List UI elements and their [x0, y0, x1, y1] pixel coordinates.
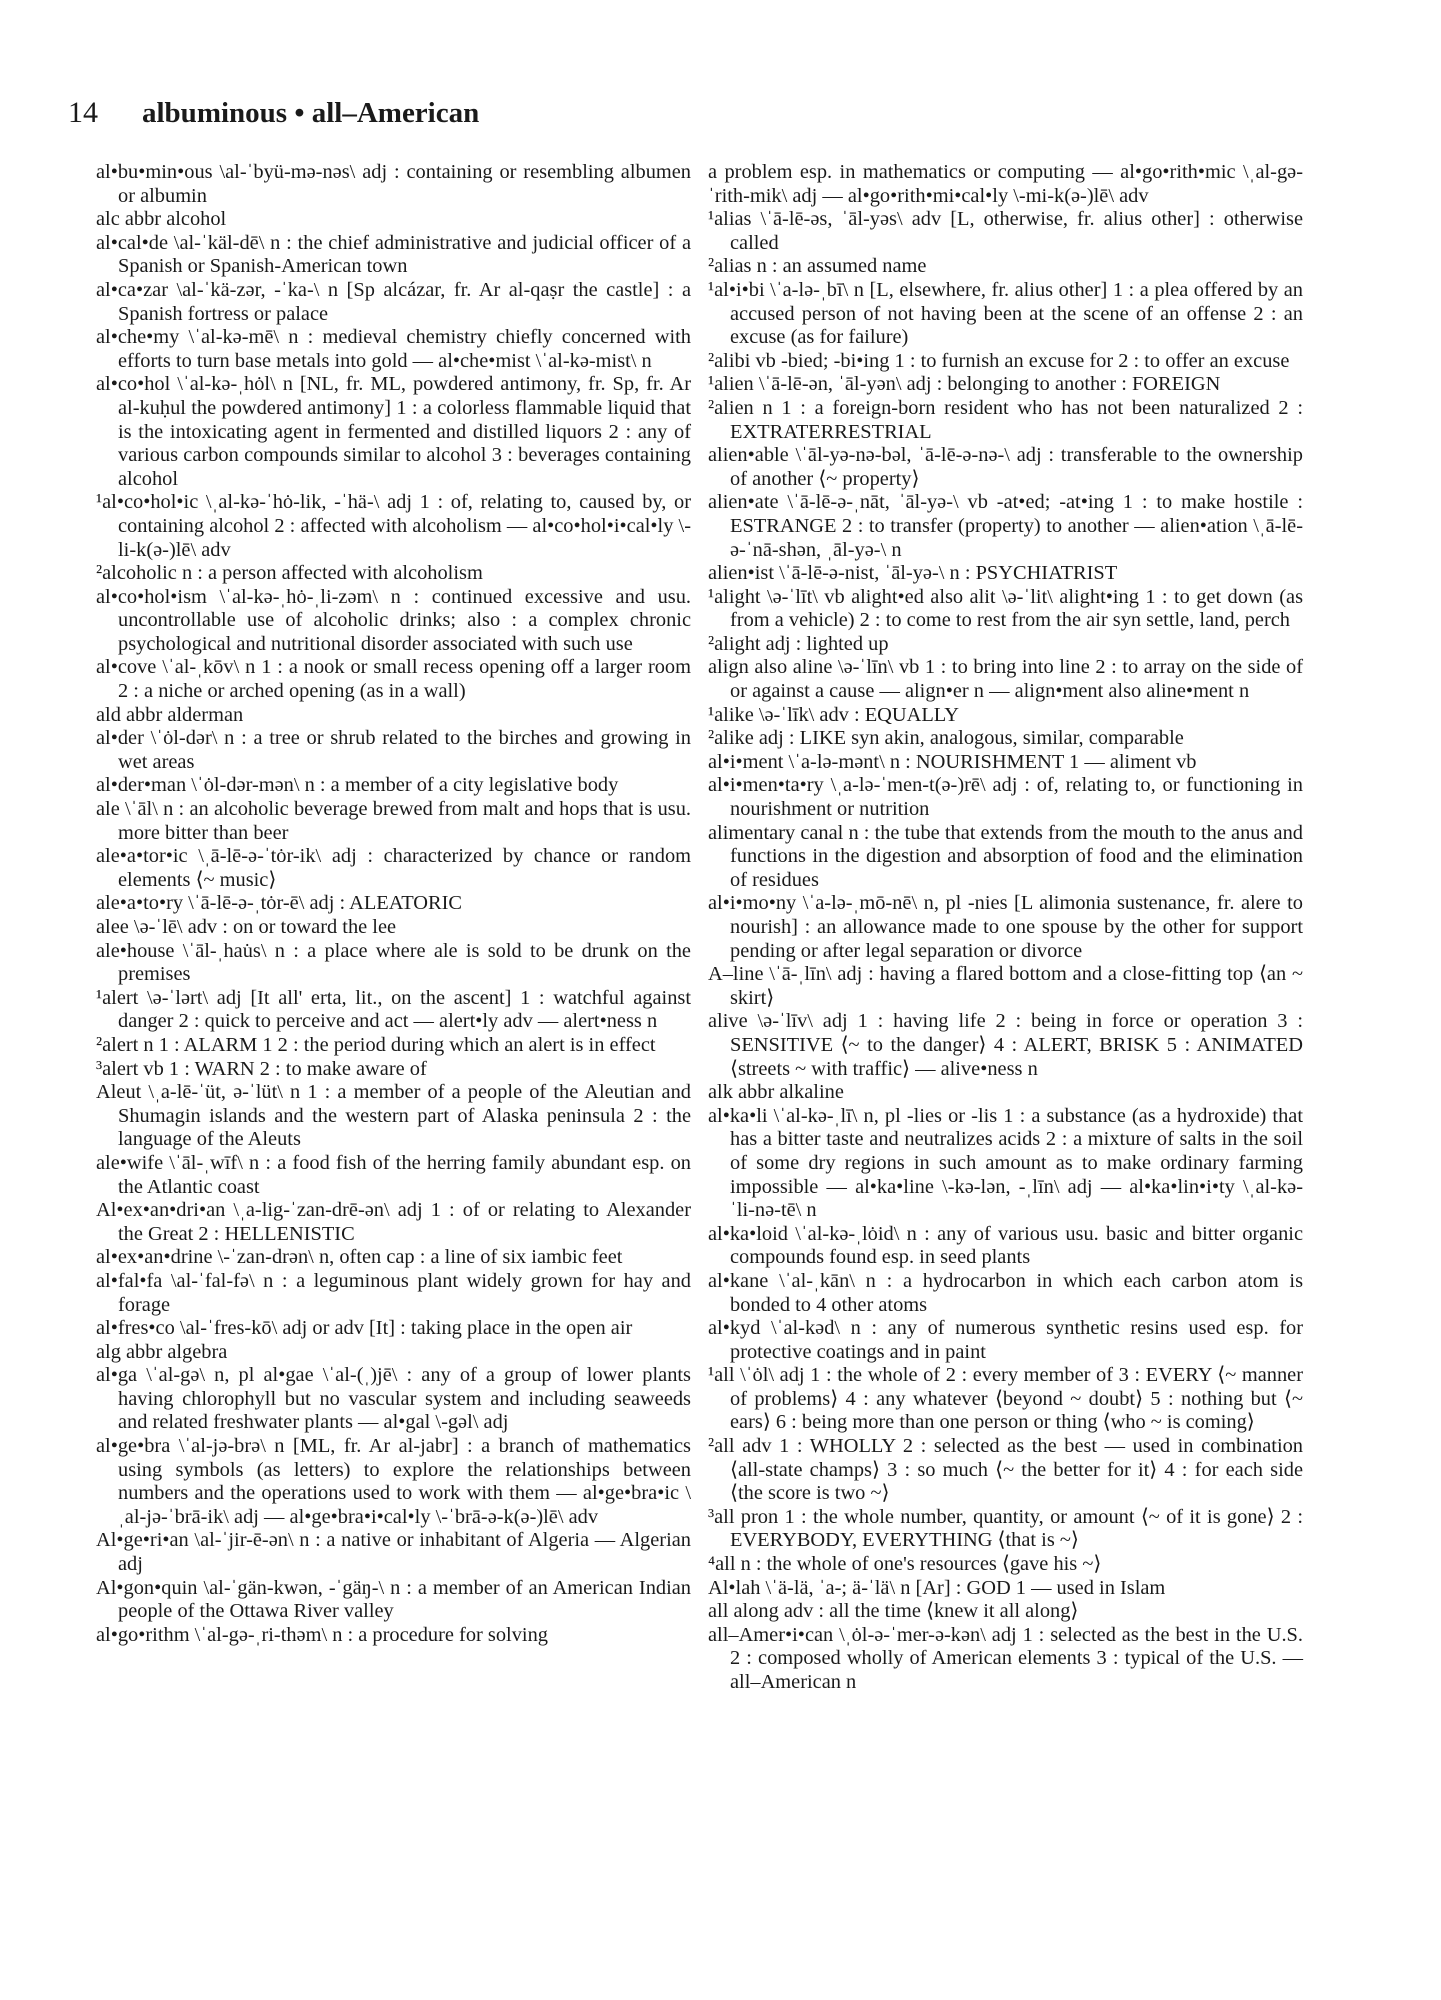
dictionary-entry: ¹al•i•bi \ˈa-lə-ˌbī\ n [L, elsewhere, fr. alius other] 1 : a plea offered by an accused person of not having been at the scene of an offense 2 : an excuse (as for failure): [708, 278, 1303, 349]
dictionary-entry: alee \ə-ˈlē\ adv : on or toward the lee: [96, 916, 397, 938]
dictionary-entry: Al•ex•an•dri•an \ˌa-lig-ˈzan-drē-ən\ adj 1 : of or relating to Alexander the Great 2 : HELLENISTIC: [96, 1199, 691, 1245]
dictionary-entry: ²all adv 1 : WHOLLY 2 : selected as the best — used in combination ⟨all-state champs⟩ 3 : so much ⟨~ the better for it⟩ 4 : for each side ⟨the score is two ~⟩: [708, 1435, 1303, 1505]
dictionary-entry: Al•lah \ˈä-lä, ˈa-; ä-ˈlä\ n [Ar] : GOD 1 — used in Islam: [708, 1576, 1166, 1599]
dictionary-entry: alk abbr alkaline: [708, 1081, 844, 1104]
dictionary-entry: al•ga \ˈal-gə\ n, pl al•gae \ˈal-(ˌ)jē\ : any of a group of lower plants having chlorophyll but no vascular system and including seaweeds and related freshwater plants — al•gal \-gəl\ adj: [96, 1364, 691, 1434]
dictionary-entry: ²alibi vb -bied; -bi•ing 1 : to furnish an excuse for 2 : to offer an excuse: [708, 349, 1290, 372]
dictionary-entry: al•cal•de \al-ˈkäl-dē\ n : the chief administrative and judicial officer of a Spanish or Spanish-American town: [96, 231, 691, 278]
dictionary-entry: ale•a•to•ry \ˈā-lē-ə-ˌtȯr-ē\ adj : ALEATORIC: [96, 892, 463, 915]
dictionary-entry: al•go•rithm \ˈal-gə-ˌri-thəm\ n : a procedure for solving: [96, 1623, 548, 1646]
dictionary-entry: A–line \ˈā-ˌlīn\ adj : having a flared bottom and a close-fitting top ⟨an ~ skirt⟩: [708, 963, 1303, 1009]
dictionary-entry: alien•ate \ˈā-lē-ə-ˌnāt, ˈāl-yə-\ vb -at•ed; -at•ing 1 : to make hostile : ESTRANGE 2 : to transfer (property) to another — alien•ation \ˌā-lē-ə-ˈnā-shən, ˌāl-yə-\ n: [708, 491, 1303, 561]
dictionary-entry: ²alight adj : lighted up: [708, 632, 889, 655]
dictionary-entry: ²alien n 1 : a foreign-born resident who has not been naturalized 2 : EXTRATERRESTRIAL: [708, 396, 1303, 443]
dictionary-entry: ²alias n : an assumed name: [708, 255, 927, 278]
dictionary-entry: Al•ge•ri•an \al-ˈjir-ē-ən\ n : a native or inhabitant of Algeria — Algerian adj: [96, 1529, 691, 1576]
dictionary-entry: al•kane \ˈal-ˌkān\ n : a hydrocarbon in which each carbon atom is bonded to 4 other atoms: [708, 1269, 1303, 1316]
dictionary-entry: ¹alias \ˈā-lē-əs, ˈāl-yəs\ adv [L, otherwise, fr. alius other] : otherwise called: [708, 208, 1303, 254]
dictionary-entry: Aleut \ˌa-lē-ˈüt, ə-ˈlüt\ n 1 : a member of a people of the Aleutian and Shumagin islands and the western part of Alaska peninsula 2 : the language of the Aleuts: [96, 1081, 691, 1151]
left-column: [96, 161, 691, 1647]
page-number: 14: [68, 96, 98, 129]
dictionary-entry: al•der•man \ˈȯl-dər-mən\ n : a member of a city legislative body: [96, 774, 619, 797]
dictionary-entry: ¹alert \ə-ˈlərt\ adj [It all' erta, lit., on the ascent] 1 : watchful against danger 2 : quick to perceive and act — alert•ly adv — alert•ness n: [96, 986, 691, 1033]
dictionary-entry: al•ka•loid \ˈal-kə-ˌlȯid\ n : any of various usu. basic and bitter organic compounds found esp. in seed plants: [708, 1222, 1303, 1269]
dictionary-entry: alien•ist \ˈā-lē-ə-nist, ˈāl-yə-\ n : PSYCHIATRIST: [708, 562, 1118, 585]
dictionary-entry: al•cove \ˈal-ˌkōv\ n 1 : a nook or small recess opening off a larger room 2 : a niche or arched opening (as in a wall): [96, 656, 691, 703]
dictionary-entry: al•ex•an•drine \-ˈzan-drən\ n, often cap : a line of six iambic feet: [96, 1246, 623, 1269]
dictionary-entry: al•ca•zar \al-ˈkä-zər, -ˈka-\ n [Sp alcázar, fr. Ar al-qaṣr the castle] : a Spanish fortress or palace: [96, 278, 691, 325]
dictionary-entry: ²alcoholic n : a person affected with alcoholism: [96, 562, 483, 585]
dictionary-entry: ¹all \ˈȯl\ adj 1 : the whole of 2 : every member of 3 : EVERY ⟨~ manner of problems⟩ 4 : any whatever ⟨beyond ~ doubt⟩ 5 : nothing but ⟨~ ears⟩ 6 : being more than one person or thing ⟨who ~ is coming⟩: [708, 1364, 1303, 1434]
dictionary-entry: alien•able \ˈāl-yə-nə-bəl, ˈā-lē-ə-nə-\ adj : transferable to the ownership of another ⟨~ property⟩: [708, 444, 1303, 490]
dictionary-entry: al•der \ˈȯl-dər\ n : a tree or shrub related to the birches and growing in wet areas: [96, 727, 691, 773]
dictionary-entry: alc abbr alcohol: [96, 208, 227, 231]
dictionary-entry: ³all pron 1 : the whole number, quantity, or amount ⟨~ of it is gone⟩ 2 : EVERYBODY, EVERYTHING ⟨that is ~⟩: [708, 1505, 1303, 1552]
dictionary-entry: ³alert vb 1 : WARN 2 : to make aware of: [96, 1057, 427, 1080]
dictionary-entry: a problem esp. in mathematics or computing — al•go•rith•mic \ˌal-gə-ˈrith-mik\ adj — al•go•rith•mi•cal•ly \-mi-k(ə-)lē\ adv: [708, 161, 1303, 207]
dictionary-entry: ⁴all n : the whole of one's resources ⟨gave his ~⟩: [708, 1553, 1102, 1576]
dictionary-entry: all–Amer•i•can \ˌȯl-ə-ˈmer-ə-kən\ adj 1 : selected as the best in the U.S. 2 : composed wholly of American elements 3 : typical of the U.S. — all–American n: [708, 1623, 1303, 1693]
page-header: [68, 96, 479, 140]
dictionary-entry: al•i•ment \ˈa-lə-mənt\ n : NOURISHMENT 1 — aliment vb: [708, 750, 1197, 773]
dictionary-entry: al•fal•fa \al-ˈfal-fə\ n : a leguminous plant widely grown for hay and forage: [96, 1269, 691, 1316]
dictionary-entry: ald abbr alderman: [96, 703, 244, 726]
dictionary-entry: ¹alight \ə-ˈlīt\ vb alight•ed also alit \ə-ˈlit\ alight•ing 1 : to get down (as from a vehicle) 2 : to come to rest from the air syn settle, land, perch: [708, 585, 1303, 632]
right-column: [708, 161, 1303, 1695]
dictionary-entry: ale \ˈāl\ n : an alcoholic beverage brewed from malt and hops that is usu. more bitter than beer: [96, 798, 691, 844]
dictionary-entry: al•bu•min•ous \al-ˈbyü-mə-nəs\ adj : containing or resembling albumen or albumin: [96, 161, 691, 207]
dictionary-entry: al•co•hol \ˈal-kə-ˌhȯl\ n [NL, fr. ML, powdered antimony, fr. Sp, fr. Ar al-kuḥul the powdered antimony] 1 : a colorless flammable liquid that is the intoxicating agent in fermented and distilled liquors 2 : any of various carbon compounds similar to alcohol 3 : beverages containing alcohol: [96, 373, 691, 490]
guide-words: albuminous • all–American: [142, 97, 480, 129]
dictionary-entry: ²alike adj : LIKE syn akin, analogous, similar, comparable: [708, 727, 1184, 750]
dictionary-entry: al•i•mo•ny \ˈa-lə-ˌmō-nē\ n, pl -nies [L alimonia sustenance, fr. alere to nourish] : an allowance made to one spouse by the other for support pending or after legal separation or divorce: [708, 892, 1303, 962]
dictionary-entry: ¹al•co•hol•ic \ˌal-kə-ˈhȯ-lik, -ˈhä-\ adj 1 : of, relating to, caused by, or containing alcohol 2 : affected with alcoholism — al•co•hol•i•cal•ly \-li-k(ə-)lē\ adv: [96, 491, 691, 561]
dictionary-entry: al•kyd \ˈal-kəd\ n : any of numerous synthetic resins used esp. for protective coatings and in paint: [708, 1317, 1303, 1363]
dictionary-entry: align also aline \ə-ˈlīn\ vb 1 : to bring into line 2 : to array on the side of or against a cause — align•er n — align•ment also aline•ment n: [708, 656, 1303, 703]
dictionary-entry: al•ka•li \ˈal-kə-ˌlī\ n, pl -lies or -lis 1 : a substance (as a hydroxide) that has a bitter taste and neutralizes acids 2 : a mixture of salts in the soil of some dry regions in such amount as to make ordinary farming impossible — al•ka•line \-kə-lən, -ˌlīn\ adj — al•ka•lin•i•ty \ˌal-kə-ˈli-nə-tē\ n: [708, 1104, 1303, 1222]
dictionary-entry: alg abbr algebra: [96, 1340, 228, 1363]
dictionary-entry: al•che•my \ˈal-kə-mē\ n : medieval chemistry chiefly concerned with efforts to turn base metals into gold — al•che•mist \ˈal-kə-mist\ n: [96, 326, 691, 372]
dictionary-entry: ¹alien \ˈā-lē-ən, ˈāl-yən\ adj : belonging to another : FOREIGN: [708, 373, 1221, 396]
dictionary-entry: Al•gon•quin \al-ˈgän-kwən, -ˈgäŋ-\ n : a member of an American Indian people of the Ottawa River valley: [96, 1576, 691, 1623]
dictionary-entry: al•ge•bra \ˈal-jə-brə\ n [ML, fr. Ar al-jabr] : a branch of mathematics using symbols (as letters) to explore the relationships between numbers and the operations used to work with them — al•ge•bra•ic \ˌal-jə-ˈbrā-ik\ adj — al•ge•bra•i•cal•ly \-ˈbrā-ə-k(ə-)lē\ adv: [96, 1435, 691, 1528]
dictionary-entry: ¹alike \ə-ˈlīk\ adv : EQUALLY: [708, 703, 959, 726]
dictionary-entry: ale•house \ˈāl-ˌhau̇s\ n : a place where ale is sold to be drunk on the premises: [96, 939, 691, 986]
dictionary-entry: ale•wife \ˈāl-ˌwīf\ n : a food fish of the herring family abundant esp. on the Atlantic coast: [96, 1151, 691, 1198]
dictionary-entry: all along adv : all the time ⟨knew it all along⟩: [708, 1600, 1079, 1623]
dictionary-entry: alive \ə-ˈlīv\ adj 1 : having life 2 : being in force or operation 3 : SENSITIVE ⟨~ to the danger⟩ 4 : ALERT, BRISK 5 : ANIMATED ⟨streets ~ with traffic⟩ — alive•ness n: [708, 1010, 1303, 1080]
dictionary-entry: ²alert n 1 : ALARM 1 2 : the period during which an alert is in effect: [96, 1033, 656, 1056]
dictionary-entry: al•i•men•ta•ry \ˌa-lə-ˈmen-t(ə-)rē\ adj : of, relating to, or functioning in nourishment or nutrition: [708, 774, 1303, 821]
dictionary-entry: al•co•hol•ism \ˈal-kə-ˌhȯ-ˌli-zəm\ n : continued excessive and usu. uncontrollable use of alcoholic drinks; also : a complex chronic psychological and nutritional disorder associated with such use: [96, 585, 691, 655]
dictionary-entry: ale•a•tor•ic \ˌā-lē-ə-ˈtȯr-ik\ adj : characterized by chance or random elements ⟨~ music⟩: [96, 845, 691, 891]
dictionary-entry: al•fres•co \al-ˈfres-kō\ adj or adv [It] : taking place in the open air: [96, 1317, 633, 1340]
dictionary-entry: alimentary canal n : the tube that extends from the mouth to the anus and functions in the digestion and absorption of food and the elimination of residues: [708, 821, 1303, 891]
